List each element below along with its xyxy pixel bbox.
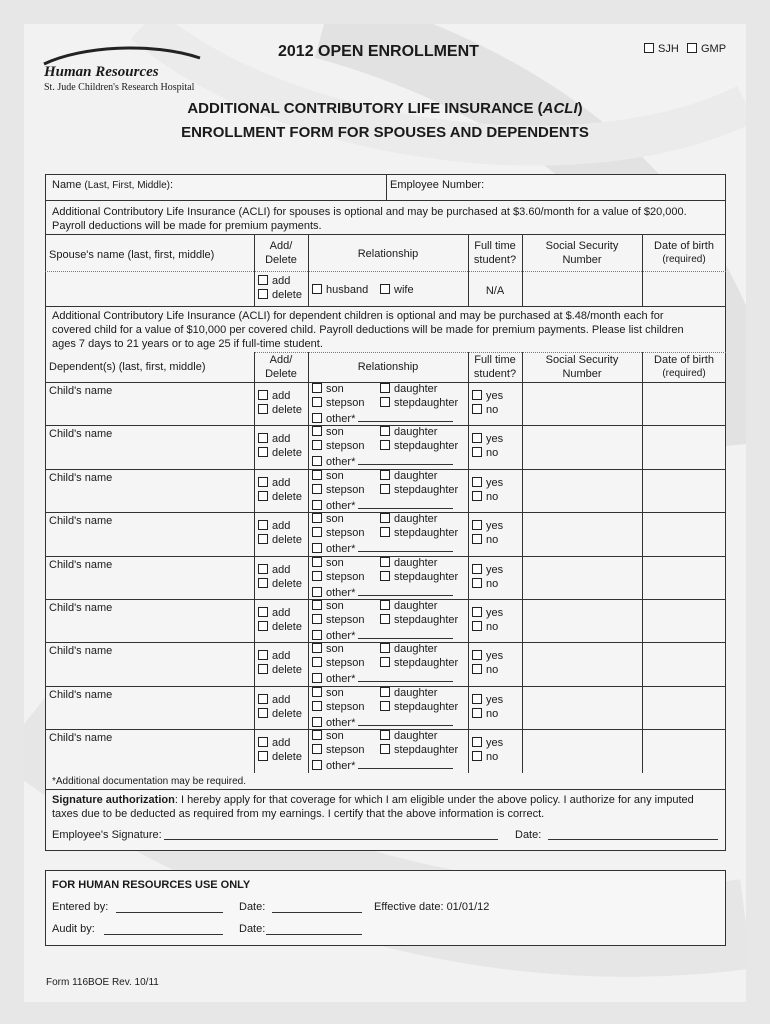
- child-name-input[interactable]: [47, 572, 252, 597]
- checkbox-icon[interactable]: [258, 534, 268, 544]
- child-ssn-input[interactable]: [524, 688, 640, 727]
- other-relationship-field[interactable]: [358, 671, 453, 682]
- checkbox-icon[interactable]: [380, 513, 390, 523]
- checkbox-icon[interactable]: [380, 284, 390, 294]
- spouse-relationship-header: Relationship: [357, 248, 419, 260]
- child-fulltime-no-option[interactable]: no: [472, 404, 498, 417]
- dependent-name-header: Dependent(s) (last, first, middle): [49, 361, 206, 373]
- child-fulltime-yes-option[interactable]: yes: [472, 607, 503, 620]
- checkbox-icon[interactable]: [472, 520, 482, 530]
- employee-signature-field[interactable]: [164, 829, 498, 840]
- other-relationship-field[interactable]: [358, 758, 453, 769]
- child-delete-option[interactable]: delete: [258, 578, 302, 591]
- child-name-input[interactable]: [47, 441, 252, 466]
- other-relationship-field[interactable]: [358, 541, 453, 552]
- child-add-option[interactable]: add: [258, 564, 290, 577]
- child-stepdaughter-option[interactable]: stepdaughter: [380, 744, 458, 757]
- child-daughter-option[interactable]: daughter: [380, 426, 437, 439]
- checkbox-icon[interactable]: [312, 397, 322, 407]
- child-stepson-option[interactable]: stepson: [312, 397, 365, 410]
- checkbox-icon[interactable]: [258, 491, 268, 501]
- checkbox-icon[interactable]: [312, 657, 322, 667]
- form-number: Form 116BOE Rev. 10/11: [46, 977, 159, 988]
- child-fulltime-yes-option[interactable]: yes: [472, 433, 503, 446]
- child-name-input[interactable]: [47, 658, 252, 683]
- checkbox-icon[interactable]: [472, 650, 482, 660]
- child-stepson-option[interactable]: stepson: [312, 440, 365, 453]
- child-name-input[interactable]: [47, 398, 252, 423]
- form-title-line1: ADDITIONAL CONTRIBUTORY LIFE INSURANCE (ACLI): [187, 100, 583, 117]
- spouse-name-header: Spouse's name (last, first, middle): [49, 249, 215, 261]
- child-son-option[interactable]: son: [312, 643, 344, 656]
- child-son-option[interactable]: son: [312, 557, 344, 570]
- child-add-option[interactable]: add: [258, 607, 290, 620]
- child-stepson-option[interactable]: stepson: [312, 484, 365, 497]
- child-name-label: Child's name: [49, 471, 113, 484]
- child-stepdaughter-option[interactable]: stepdaughter: [380, 397, 458, 410]
- checkbox-icon[interactable]: [472, 708, 482, 718]
- checkbox-icon[interactable]: [258, 737, 268, 747]
- child-fulltime-no-option[interactable]: no: [472, 621, 498, 634]
- spouse-fulltime-value: N/A: [485, 285, 505, 297]
- checkbox-icon[interactable]: [312, 500, 322, 510]
- child-fulltime-no-option[interactable]: no: [472, 491, 498, 504]
- checkbox-icon[interactable]: [312, 513, 322, 523]
- checkbox-icon[interactable]: [258, 650, 268, 660]
- employee-number-label: Employee Number:: [390, 179, 485, 191]
- child-other-option[interactable]: other*: [312, 541, 453, 556]
- checkbox-icon[interactable]: [312, 426, 322, 436]
- checkbox-icon[interactable]: [312, 760, 322, 770]
- child-fulltime-no-option[interactable]: no: [472, 534, 498, 547]
- child-add-option[interactable]: add: [258, 390, 290, 403]
- child-delete-option[interactable]: delete: [258, 447, 302, 460]
- child-ssn-input[interactable]: [524, 601, 640, 640]
- checkbox-icon[interactable]: [312, 673, 322, 683]
- checkbox-icon[interactable]: [472, 737, 482, 747]
- checkbox-icon[interactable]: [380, 600, 390, 610]
- checkbox-icon[interactable]: [472, 694, 482, 704]
- child-add-option[interactable]: add: [258, 650, 290, 663]
- logo-swoosh-icon: [42, 44, 202, 66]
- child-dob-input[interactable]: [644, 514, 724, 553]
- entered-date-label: Date:: [239, 901, 266, 913]
- checkbox-icon[interactable]: [312, 456, 322, 466]
- checkbox-icon[interactable]: [644, 43, 654, 53]
- checkbox-icon[interactable]: [380, 397, 390, 407]
- child-delete-option[interactable]: delete: [258, 491, 302, 504]
- spouse-husband-option[interactable]: husband: [312, 284, 368, 297]
- child-other-option[interactable]: other*: [312, 715, 453, 730]
- checkbox-icon[interactable]: [258, 607, 268, 617]
- child-other-option[interactable]: other*: [312, 585, 453, 600]
- checkbox-icon[interactable]: [312, 484, 322, 494]
- hr-use-title: FOR HUMAN RESOURCES USE ONLY: [52, 879, 251, 891]
- dependent-ssn-header: Social Security Number: [545, 354, 619, 380]
- child-delete-option[interactable]: delete: [258, 534, 302, 547]
- child-dob-input[interactable]: [644, 471, 724, 510]
- child-daughter-option[interactable]: daughter: [380, 730, 437, 743]
- child-other-option[interactable]: other*: [312, 628, 453, 643]
- child-delete-option[interactable]: delete: [258, 664, 302, 677]
- gmp-checkbox-option[interactable]: GMP: [687, 43, 726, 55]
- checkbox-icon[interactable]: [380, 484, 390, 494]
- checkbox-icon[interactable]: [258, 751, 268, 761]
- child-other-option[interactable]: other*: [312, 671, 453, 686]
- checkbox-icon[interactable]: [258, 275, 268, 285]
- child-fulltime-no-option[interactable]: no: [472, 751, 498, 764]
- child-fulltime-no-option[interactable]: no: [472, 447, 498, 460]
- child-fulltime-no-option[interactable]: no: [472, 708, 498, 721]
- checkbox-icon[interactable]: [312, 744, 322, 754]
- signature-date-field[interactable]: [548, 829, 718, 840]
- child-other-option[interactable]: other*: [312, 758, 453, 773]
- child-name-label: Child's name: [49, 515, 113, 528]
- child-stepson-option[interactable]: stepson: [312, 614, 365, 627]
- spouse-intro-text: Additional Contributory Life Insurance (ACLI) for spouses is optional and may be purchased at $3.60/month for a value of $20,000. Payroll deductions will be made for premium payments.: [52, 206, 687, 232]
- child-fulltime-yes-option[interactable]: yes: [472, 477, 503, 490]
- child-daughter-option[interactable]: daughter: [380, 600, 437, 613]
- entered-date-field[interactable]: [272, 902, 362, 913]
- spouse-dob-header: Date of birth (required): [654, 240, 714, 265]
- child-stepson-option[interactable]: stepson: [312, 701, 365, 714]
- other-relationship-field[interactable]: [358, 411, 453, 422]
- child-stepdaughter-option[interactable]: stepdaughter: [380, 440, 458, 453]
- child-dob-input[interactable]: [644, 384, 724, 423]
- logo-title: Human Resources: [44, 64, 159, 80]
- audit-date-field[interactable]: [266, 924, 362, 935]
- child-fulltime-no-option[interactable]: no: [472, 578, 498, 591]
- child-stepdaughter-option[interactable]: stepdaughter: [380, 614, 458, 627]
- checkbox-icon[interactable]: [312, 630, 322, 640]
- checkbox-icon[interactable]: [472, 534, 482, 544]
- dependent-add-header: Add/ Delete: [265, 354, 297, 380]
- child-name-input[interactable]: [47, 615, 252, 640]
- child-name-input[interactable]: [47, 702, 252, 727]
- checkbox-icon[interactable]: [312, 614, 322, 624]
- dependent-dob-header: Date of birth (required): [654, 354, 714, 379]
- child-stepdaughter-option[interactable]: stepdaughter: [380, 701, 458, 714]
- checkbox-icon[interactable]: [472, 477, 482, 487]
- checkbox-icon[interactable]: [380, 470, 390, 480]
- spouse-ssn-header: Social Security Number: [545, 240, 619, 266]
- checkbox-icon[interactable]: [472, 447, 482, 457]
- child-fulltime-no-option[interactable]: no: [472, 664, 498, 677]
- checkbox-icon[interactable]: [472, 404, 482, 414]
- checkbox-icon[interactable]: [312, 470, 322, 480]
- child-delete-option[interactable]: delete: [258, 751, 302, 764]
- spouse-dob-input[interactable]: [644, 273, 724, 304]
- checkbox-icon[interactable]: [312, 643, 322, 653]
- child-name-label: Child's name: [49, 645, 113, 658]
- child-son-option[interactable]: son: [312, 470, 344, 483]
- child-fulltime-yes-option[interactable]: yes: [472, 390, 503, 403]
- dependent-relationship-header: Relationship: [357, 361, 419, 373]
- logo-subtitle: St. Jude Children's Research Hospital: [44, 82, 195, 93]
- audit-by-field[interactable]: [104, 924, 223, 935]
- checkbox-icon[interactable]: [312, 413, 322, 423]
- employee-name-input[interactable]: [174, 176, 382, 198]
- checkbox-icon[interactable]: [258, 664, 268, 674]
- checkbox-icon[interactable]: [258, 621, 268, 631]
- child-dob-input[interactable]: [644, 427, 724, 466]
- entered-by-field[interactable]: [116, 902, 223, 913]
- other-relationship-field[interactable]: [358, 628, 453, 639]
- child-name-label: Child's name: [49, 688, 113, 701]
- child-daughter-option[interactable]: daughter: [380, 470, 437, 483]
- child-ssn-input[interactable]: [524, 384, 640, 423]
- spouse-name-input[interactable]: [47, 273, 252, 304]
- child-daughter-option[interactable]: daughter: [380, 643, 437, 656]
- child-daughter-option[interactable]: daughter: [380, 687, 437, 700]
- checkbox-icon[interactable]: [258, 708, 268, 718]
- child-name-input[interactable]: [47, 528, 252, 553]
- checkbox-icon[interactable]: [258, 390, 268, 400]
- child-other-option[interactable]: other*: [312, 411, 453, 426]
- spouse-add-header: Add/ Delete: [265, 240, 297, 266]
- child-dob-input[interactable]: [644, 688, 724, 727]
- child-name-label: Child's name: [49, 428, 113, 441]
- child-add-option[interactable]: add: [258, 520, 290, 533]
- checkbox-icon[interactable]: [472, 491, 482, 501]
- checkbox-icon[interactable]: [312, 543, 322, 553]
- checkbox-icon[interactable]: [380, 687, 390, 697]
- checkbox-icon[interactable]: [312, 730, 322, 740]
- checkbox-icon[interactable]: [472, 664, 482, 674]
- child-son-option[interactable]: son: [312, 426, 344, 439]
- child-fulltime-yes-option[interactable]: yes: [472, 520, 503, 533]
- child-name-label: Child's name: [49, 732, 113, 745]
- checkbox-icon[interactable]: [472, 564, 482, 574]
- checkbox-icon[interactable]: [258, 447, 268, 457]
- child-name-input[interactable]: [47, 485, 252, 510]
- checkbox-icon[interactable]: [380, 383, 390, 393]
- spouse-add-option[interactable]: add: [258, 275, 290, 288]
- child-add-option[interactable]: add: [258, 477, 290, 490]
- child-ssn-input[interactable]: [524, 558, 640, 597]
- checkbox-icon[interactable]: [380, 571, 390, 581]
- checkbox-icon[interactable]: [258, 404, 268, 414]
- child-delete-option[interactable]: delete: [258, 621, 302, 634]
- child-son-option[interactable]: son: [312, 687, 344, 700]
- checkbox-icon[interactable]: [472, 578, 482, 588]
- child-ssn-input[interactable]: [524, 471, 640, 510]
- child-stepson-option[interactable]: stepson: [312, 744, 365, 757]
- child-ssn-input[interactable]: [524, 644, 640, 683]
- checkbox-icon[interactable]: [258, 564, 268, 574]
- child-other-option[interactable]: other*: [312, 454, 453, 469]
- child-stepson-option[interactable]: stepson: [312, 571, 365, 584]
- child-add-option[interactable]: add: [258, 737, 290, 750]
- child-ssn-input[interactable]: [524, 427, 640, 466]
- child-dob-input[interactable]: [644, 601, 724, 640]
- child-fulltime-yes-option[interactable]: yes: [472, 564, 503, 577]
- child-daughter-option[interactable]: daughter: [380, 383, 437, 396]
- spouse-fulltime-header: Full time student?: [473, 240, 517, 266]
- checkbox-icon[interactable]: [312, 600, 322, 610]
- checkbox-icon[interactable]: [380, 657, 390, 667]
- child-name-label: Child's name: [49, 602, 113, 614]
- checkbox-icon[interactable]: [258, 289, 268, 299]
- child-daughter-option[interactable]: daughter: [380, 557, 437, 570]
- other-relationship-field[interactable]: [358, 715, 453, 726]
- checkbox-icon[interactable]: [258, 694, 268, 704]
- checkbox-icon[interactable]: [312, 383, 322, 393]
- child-name-label: Child's name: [49, 385, 113, 397]
- checkbox-icon[interactable]: [380, 614, 390, 624]
- employee-signature-label: Employee's Signature:: [52, 829, 162, 841]
- spouse-delete-option[interactable]: delete: [258, 289, 302, 302]
- employee-name-label: Name (Last, First, Middle):: [52, 179, 174, 191]
- child-ssn-input[interactable]: [524, 731, 640, 770]
- checkbox-icon[interactable]: [258, 477, 268, 487]
- checkbox-icon[interactable]: [380, 744, 390, 754]
- child-ssn-input[interactable]: [524, 514, 640, 553]
- dependent-intro-text: Additional Contributory Life Insurance (ACLI) for dependent children is optional and may be purchased at $.48/month each for covered child for a value of $10,000 per covered child. Payroll deductions will be made for premium payments. Please list children ages 7 days to 21 years or to age 25 if full-time student.: [52, 310, 684, 350]
- child-stepson-option[interactable]: stepson: [312, 657, 365, 670]
- checkbox-icon[interactable]: [472, 390, 482, 400]
- employee-number-input[interactable]: [494, 176, 722, 198]
- signature-date-label: Date:: [515, 829, 542, 841]
- child-name-label: Child's name: [49, 558, 113, 571]
- checkbox-icon[interactable]: [472, 751, 482, 761]
- checkbox-icon[interactable]: [380, 730, 390, 740]
- checkbox-icon[interactable]: [472, 433, 482, 443]
- checkbox-icon[interactable]: [258, 433, 268, 443]
- checkbox-icon[interactable]: [687, 43, 697, 53]
- spouse-wife-option[interactable]: wife: [380, 284, 414, 297]
- child-name-input[interactable]: [47, 745, 252, 770]
- checkbox-icon[interactable]: [312, 571, 322, 581]
- dependent-fulltime-header: Full time student?: [473, 354, 517, 380]
- checkbox-icon[interactable]: [258, 520, 268, 530]
- checkbox-icon[interactable]: [380, 557, 390, 567]
- checkbox-icon[interactable]: [380, 701, 390, 711]
- checkbox-icon[interactable]: [312, 701, 322, 711]
- checkbox-icon[interactable]: [312, 687, 322, 697]
- spouse-ssn-input[interactable]: [524, 273, 640, 304]
- effective-date-label: Effective date: 01/01/12: [374, 901, 490, 913]
- entered-by-label: Entered by:: [52, 901, 109, 913]
- checkbox-icon[interactable]: [312, 587, 322, 597]
- child-add-option[interactable]: add: [258, 694, 290, 707]
- checkbox-icon[interactable]: [258, 578, 268, 588]
- checkbox-icon[interactable]: [380, 643, 390, 653]
- documentation-footnote: *Additional documentation may be required.: [52, 776, 247, 787]
- other-relationship-field[interactable]: [358, 454, 453, 465]
- child-son-option[interactable]: son: [312, 730, 344, 743]
- child-stepdaughter-option[interactable]: stepdaughter: [380, 571, 458, 584]
- sjh-checkbox-option[interactable]: SJH: [644, 43, 679, 55]
- checkbox-icon[interactable]: [312, 440, 322, 450]
- form-title-line2: ENROLLMENT FORM FOR SPOUSES AND DEPENDENTS: [181, 124, 589, 141]
- child-stepdaughter-option[interactable]: stepdaughter: [380, 484, 458, 497]
- child-son-option[interactable]: son: [312, 383, 344, 396]
- child-dob-input[interactable]: [644, 644, 724, 683]
- child-stepdaughter-option[interactable]: stepdaughter: [380, 527, 458, 540]
- child-other-option[interactable]: other*: [312, 498, 453, 513]
- checkbox-icon[interactable]: [380, 527, 390, 537]
- enrollment-title: 2012 OPEN ENROLLMENT: [278, 43, 479, 60]
- checkbox-icon[interactable]: [312, 557, 322, 567]
- checkbox-icon[interactable]: [312, 527, 322, 537]
- checkbox-icon[interactable]: [312, 717, 322, 727]
- child-delete-option[interactable]: delete: [258, 708, 302, 721]
- child-dob-input[interactable]: [644, 731, 724, 770]
- checkbox-icon[interactable]: [380, 426, 390, 436]
- child-fulltime-yes-option[interactable]: yes: [472, 650, 503, 663]
- checkbox-icon[interactable]: [312, 284, 322, 294]
- child-fulltime-yes-option[interactable]: yes: [472, 694, 503, 707]
- checkbox-icon[interactable]: [472, 621, 482, 631]
- child-stepdaughter-option[interactable]: stepdaughter: [380, 657, 458, 670]
- child-delete-option[interactable]: delete: [258, 404, 302, 417]
- child-son-option[interactable]: son: [312, 600, 344, 613]
- form-page: [24, 24, 746, 1002]
- other-relationship-field[interactable]: [358, 498, 453, 509]
- child-add-option[interactable]: add: [258, 433, 290, 446]
- child-stepson-option[interactable]: stepson: [312, 527, 365, 540]
- child-daughter-option[interactable]: daughter: [380, 513, 437, 526]
- audit-by-label: Audit by:: [52, 923, 95, 935]
- checkbox-icon[interactable]: [472, 607, 482, 617]
- audit-date-label: Date:: [239, 923, 266, 935]
- other-relationship-field[interactable]: [358, 585, 453, 596]
- child-son-option[interactable]: son: [312, 513, 344, 526]
- checkbox-icon[interactable]: [380, 440, 390, 450]
- child-dob-input[interactable]: [644, 558, 724, 597]
- signature-authorization-text: Signature authorization: I hereby apply for that coverage for which I am eligible under the above policy. I authorize for any imputed taxes due to be deducted as required from my earnings. I certify that the above information is correct.: [52, 794, 694, 820]
- child-fulltime-yes-option[interactable]: yes: [472, 737, 503, 750]
